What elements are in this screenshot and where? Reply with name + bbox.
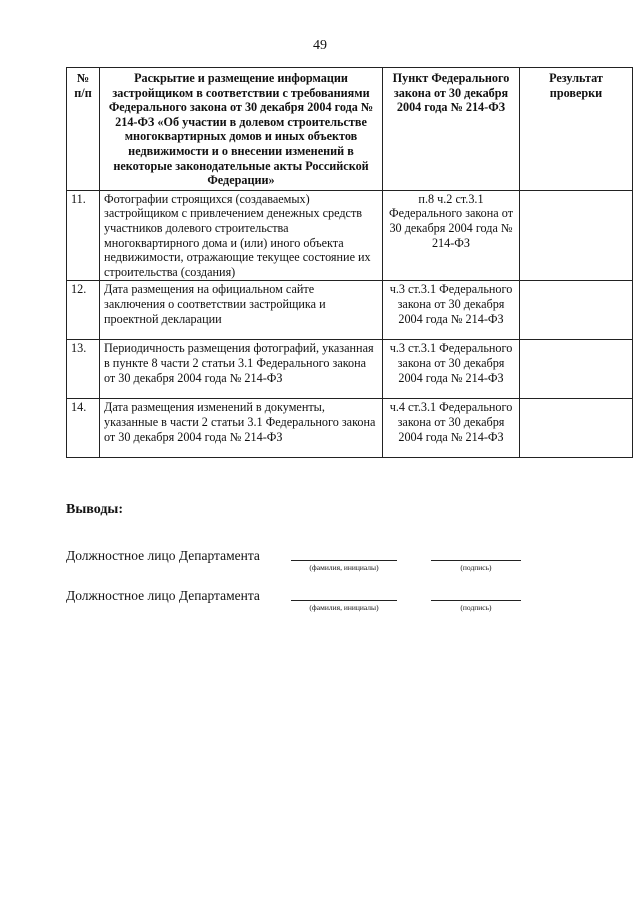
row-result	[520, 281, 633, 340]
row-description: Фотографии строящихся (создаваемых) застройщиком с привлечением денежных средств участников долевого строительства многоквартирного дома и (или) иного объекта недвижимости, отражающие текущее состояние их строительства (создания)	[100, 190, 383, 281]
row-law-reference: ч.3 ст.3.1 Федерального закона от 30 декабря 2004 года № 214-ФЗ	[383, 340, 520, 399]
signature-hint: (подпись)	[460, 563, 492, 572]
name-line[interactable]	[291, 560, 397, 561]
row-law-reference: п.8 ч.2 ст.3.1 Федерального закона от 30 декабря 2004 года № 214-ФЗ	[383, 190, 520, 281]
row-result	[520, 340, 633, 399]
row-num: 12.	[67, 281, 100, 340]
official-label: Должностное лицо Департамента	[66, 588, 260, 603]
row-law-reference: ч.4 ст.3.1 Федерального закона от 30 декабря 2004 года № 214-ФЗ	[383, 399, 520, 458]
page-number: 49	[313, 38, 327, 53]
header-result: Результат проверки	[520, 68, 633, 191]
table-header-row	[67, 68, 633, 191]
name-line[interactable]	[291, 600, 397, 601]
table-row	[67, 281, 633, 340]
table-row	[67, 190, 633, 281]
conclusions-label: Выводы:	[66, 502, 124, 517]
header-num: № п/п	[67, 68, 100, 191]
name-hint: (фамилия, инициалы)	[309, 603, 379, 612]
row-description: Дата размещения на официальном сайте заключения о соответствии застройщика и проектной декларации	[100, 281, 383, 340]
signature-line[interactable]	[431, 560, 521, 561]
row-num: 11.	[67, 190, 100, 281]
row-description: Периодичность размещения фотографий, указанная в пункте 8 части 2 статьи 3.1 Федерального закона от 30 декабря 2004 года № 214-ФЗ	[100, 340, 383, 399]
row-description: Дата размещения изменений в документы, указанные в части 2 статьи 3.1 Федерального закона от 30 декабря 2004 года № 214-ФЗ	[100, 399, 383, 458]
signature-line[interactable]	[431, 600, 521, 601]
row-law-reference: ч.3 ст.3.1 Федерального закона от 30 декабря 2004 года № 214-ФЗ	[383, 281, 520, 340]
official-label: Должностное лицо Департамента	[66, 548, 260, 563]
header-description: Раскрытие и размещение информации застройщиком в соответствии с требованиями Федерального закона от 30 декабря 2004 года № 214-ФЗ «Об участии в долевом строительстве многоквартирных домов и иных объектов недвижимости и о внесении изменений в некоторые законодательные акты Российской Федерации»	[100, 68, 383, 191]
row-num: 14.	[67, 399, 100, 458]
header-law-reference: Пункт Федерального закона от 30 декабря 2004 года № 214-ФЗ	[383, 68, 520, 191]
row-num: 13.	[67, 340, 100, 399]
signature-block	[66, 548, 536, 578]
table-row	[67, 399, 633, 458]
row-result	[520, 399, 633, 458]
name-hint: (фамилия, инициалы)	[309, 563, 379, 572]
signature-hint: (подпись)	[460, 603, 492, 612]
inspection-checklist-table	[66, 67, 633, 458]
table-row	[67, 340, 633, 399]
row-result	[520, 190, 633, 281]
signature-block	[66, 588, 536, 618]
